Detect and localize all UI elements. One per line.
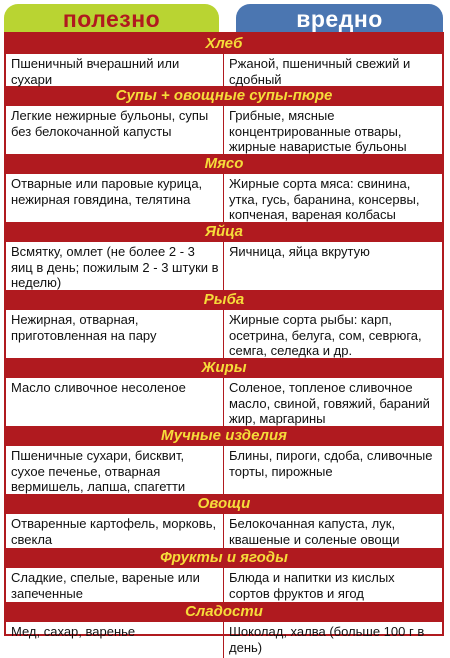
bad-cell: Ржаной, пшеничный свежий и сдобный: [229, 56, 411, 87]
section-title: Мясо: [6, 154, 442, 173]
food-table: [4, 32, 444, 655]
bad-cell: Грибные, мясные концентрированные отвары, жирные наваристые бульоны: [229, 108, 407, 154]
good-column-header: полезно: [4, 4, 219, 34]
section-title: Хлеб: [6, 34, 442, 53]
section-title: Рыба: [6, 290, 442, 309]
section-eggs: [6, 222, 442, 290]
section-title: Сладости: [6, 602, 442, 621]
bad-cell: Блины, пироги, сдоба, сливочные торты, пирожные: [229, 448, 433, 479]
good-cell: Пшеничные сухари, бисквит, сухое печенье, отварная вермишель, лапша, спагетти: [6, 446, 224, 494]
good-cell: Нежирная, отварная, приготовленная на пару: [6, 310, 224, 358]
section-flour-products: [6, 426, 442, 494]
section-title: Овощи: [6, 494, 442, 513]
bad-cell: Жирные сорта мяса: свинина, утка, гусь, баранина, консервы, копченая, вареная колбасы: [229, 176, 420, 222]
column-headers: [0, 0, 450, 32]
section-sweets: [6, 602, 442, 658]
bad-cell: Жирные сорта рыбы: карп, осетрина, белуга, сом, севрюга, семга, селедка и др.: [229, 312, 422, 358]
section-title: Супы + овощные супы-пюре: [6, 86, 442, 105]
bad-cell: Шоколад, халва (больше 100 г в день): [229, 624, 425, 655]
section-fish: [6, 290, 442, 358]
bad-cell: Белокочанная капуста, лук, квашеные и соленые овощи: [229, 516, 400, 547]
bad-cell: Блюда и напитки из кислых сортов фруктов и ягод: [229, 570, 395, 601]
section-soups: [6, 86, 442, 154]
section-title: Фрукты и ягоды: [6, 548, 442, 567]
bad-cell: Яичница, яйца вкрутую: [229, 244, 370, 259]
good-cell: Отваренные картофель, морковь, свекла: [6, 514, 224, 548]
section-title: Яйца: [6, 222, 442, 241]
section-fruits-berries: [6, 548, 442, 602]
bad-cell: Соленое, топленое сливочное масло, свиной, говяжий, бараний жир, маргарины: [229, 380, 430, 426]
section-title: Жиры: [6, 358, 442, 377]
section-vegetables: [6, 494, 442, 548]
good-cell: Легкие нежирные бульоны, супы без белокочанной капусты: [6, 106, 224, 154]
section-meat: [6, 154, 442, 222]
section-fats: [6, 358, 442, 426]
section-bread: [6, 34, 442, 86]
good-cell: Сладкие, спелые, вареные или запеченные: [6, 568, 224, 602]
section-title: Мучные изделия: [6, 426, 442, 445]
good-cell: Отварные или паровые курица, нежирная говядина, телятина: [6, 174, 224, 222]
good-cell: Масло сливочное несоленое: [6, 378, 224, 426]
good-cell: Всмятку, омлет (не более 2 - 3 яиц в день; пожилым 2 - 3 штуки в неделю): [6, 242, 224, 290]
bad-column-header: вредно: [236, 4, 443, 34]
good-cell: Мед, сахар, варенье: [6, 622, 224, 658]
good-cell: Пшеничный вчерашний или сухари: [6, 54, 224, 86]
